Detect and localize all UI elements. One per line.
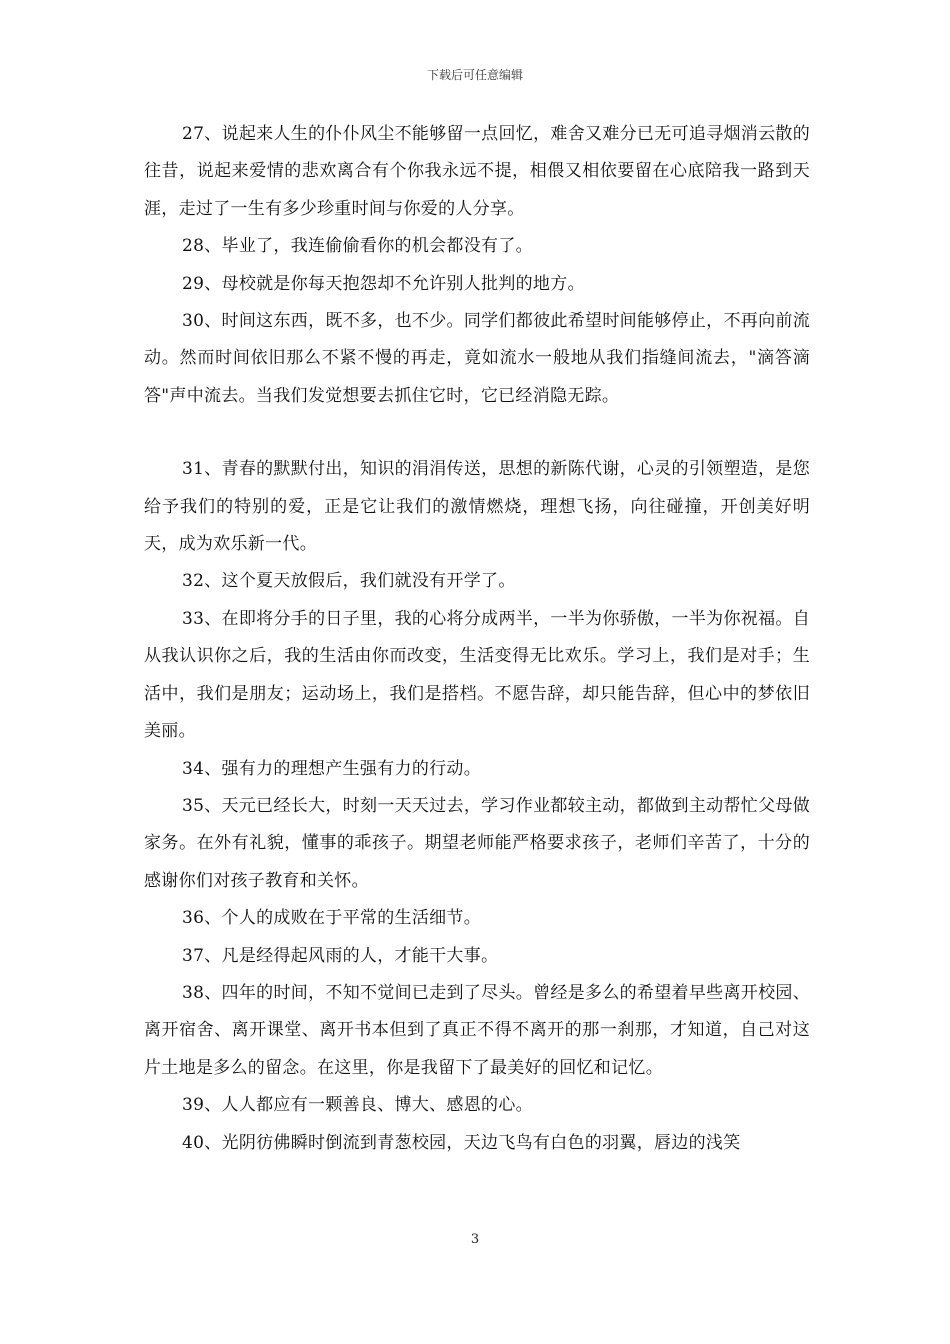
- page-number: 3: [470, 1232, 480, 1247]
- paragraph-37: 37、凡是经得起风雨的人，才能干大事。: [182, 945, 499, 966]
- paragraph-33: 33、在即将分手的日子里，我的心将分成两半，一半为你骄傲，一半为你祝福。自从我认识你之后，我的生活由你而改变，生活变得无比欢乐。学习上，我们是对手；生活中，我们是朋友；运动场上，我们是搭档。不愿告辞，却只能告辞，但心中的梦依旧美丽。: [144, 608, 810, 742]
- page-header: 下载后可任意编辑: [426, 68, 523, 82]
- paragraph-32: 32、这个夏天放假后，我们就没有开学了。: [182, 571, 516, 592]
- paragraph-34: 34、强有力的理想产生强有力的行动。: [182, 758, 482, 779]
- paragraph-36: 36、个人的成败在于平常的生活细节。: [182, 908, 482, 929]
- paragraph-40: 40、光阴彷佛瞬时倒流到青葱校园，天边飞鸟有白色的羽翼，唇边的浅笑: [182, 1132, 741, 1153]
- paragraph-31: 31、青春的默默付出，知识的涓涓传送，思想的新陈代谢，心灵的引领塑造，是您给予我们的特别的爱，正是它让我们的激情燃烧，理想飞扬，向往碰撞，开创美好明天，成为欢乐新一代。: [144, 459, 810, 555]
- paragraph-35: 35、天元已经长大，时刻一天天过去，学习作业都较主动，都做到主动帮忙父母做家务。在外有礼貌，懂事的乖孩子。期望老师能严格要求孩子，老师们辛苦了，十分的感谢你们对孩子教育和关怀。: [144, 795, 810, 891]
- paragraph-39: 39、人人都应有一颗善良、博大、感恩的心。: [182, 1095, 533, 1116]
- paragraph-27: 27、说起来人生的仆仆风尘不能够留一点回忆，难舍又难分已无可追寻烟消云散的往昔，说起来爱情的悲欢离合有个你我永远不提，相偎又相依要留在心底陪我一路到天涯，走过了一生有多少珍重时间与你爱的人分享。: [144, 124, 810, 219]
- paragraph-38: 38、四年的时间，不知不觉间已走到了尽头。曾经是多么的希望着早些离开校园、离开宿舍、离开课堂、离开书本但到了真正不得不离开的那一刹那，才知道，自己对这片土地是多么的留念。在这里，你是我留下了最美好的回忆和记忆。: [144, 982, 810, 1078]
- paragraph-28: 28、毕业了，我连偷偷看你的机会都没有了。: [182, 236, 533, 257]
- paragraph-29: 29、母校就是你每天抱怨却不允许别人批判的地方。: [182, 273, 585, 294]
- document-body: [144, 116, 810, 1162]
- paragraph-gap: [144, 415, 810, 451]
- paragraph-30: 30、时间这东西，既不多，也不少。同学们都彼此希望时间能够停止，不再向前流动。然而时间依旧那么不紧不慢的再走，竟如流水一般地从我们指缝间流去，"滴答滴答"声中流去。当我们发觉想要去抓住它时，它已经消隐无踪。: [144, 311, 810, 406]
